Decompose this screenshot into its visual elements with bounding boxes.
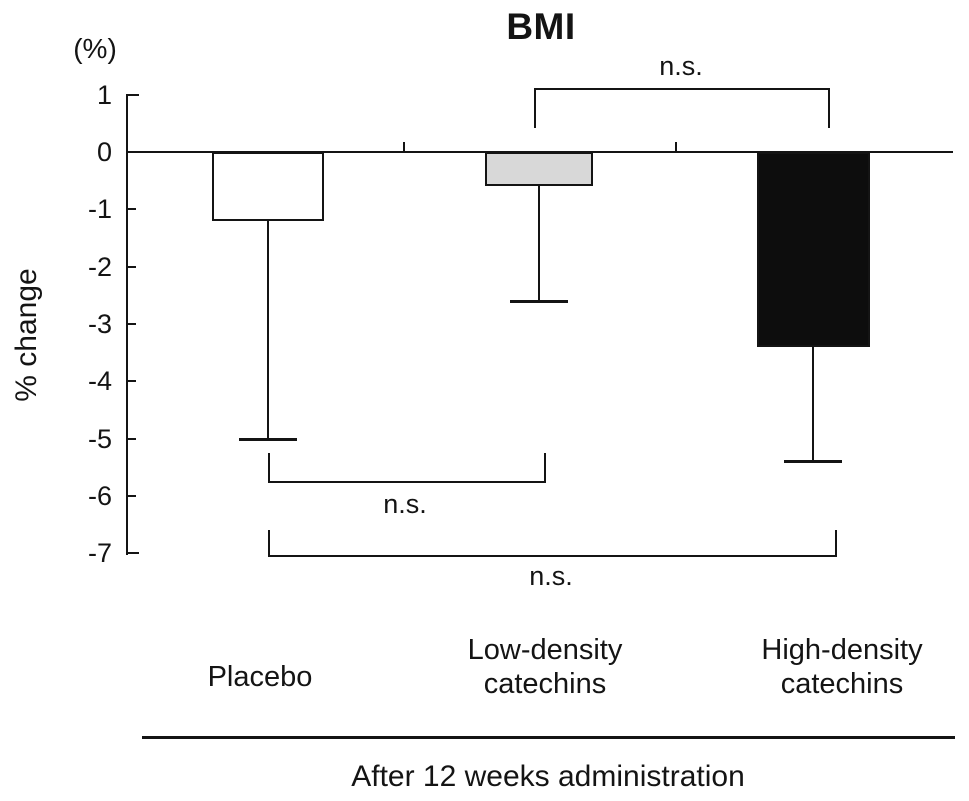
bar-placebo: [212, 152, 324, 221]
y-tick-label: -2: [87, 251, 112, 282]
error-bar-cap-low-density-catechins: [510, 300, 568, 303]
error-bar-stem-placebo: [267, 219, 269, 439]
error-bar-stem-high-density-catechins: [812, 345, 814, 461]
y-tick-label: 0: [96, 137, 112, 167]
error-bar-cap-placebo: [239, 438, 297, 441]
category-group-rule: [142, 736, 955, 739]
category-boundary-tick: [675, 142, 677, 152]
y-tick: [126, 323, 136, 325]
significance-bracket-leg: [828, 89, 830, 128]
error-bar-stem-low-density-catechins: [538, 184, 540, 301]
category-label-placebo: Placebo: [207, 661, 313, 693]
y-axis-title: % change: [10, 268, 43, 402]
y-tick-label: -1: [87, 194, 112, 225]
significance-bracket-leg: [544, 453, 546, 482]
y-tick: [126, 438, 136, 440]
y-tick: [126, 495, 136, 497]
y-tick-label: 1: [96, 79, 112, 110]
chart-title: BMI: [506, 6, 576, 47]
significance-bracket-bar: [268, 555, 837, 557]
y-tick: [126, 552, 139, 554]
bar-high-density-catechins: [757, 152, 870, 347]
y-tick: [126, 380, 136, 382]
significance-bracket-leg: [268, 453, 270, 482]
category-boundary-tick: [403, 142, 405, 152]
y-tick: [126, 94, 139, 96]
error-bar-cap-high-density-catechins: [784, 460, 842, 463]
y-tick: [126, 266, 136, 268]
significance-bracket-leg: [268, 530, 270, 556]
significance-label: n.s.: [659, 51, 703, 81]
significance-bracket-leg: [534, 89, 536, 128]
y-tick: [126, 208, 136, 210]
significance-label: n.s.: [383, 489, 427, 519]
significance-bracket-leg: [835, 530, 837, 556]
y-tick-label: -3: [87, 308, 112, 339]
y-tick-label: -6: [87, 480, 112, 511]
category-label-high-density-catechins: High-density catechins: [761, 634, 923, 700]
y-axis-unit-label: (%): [73, 33, 117, 64]
significance-bracket-bar: [268, 481, 546, 483]
bar-low-density-catechins: [485, 152, 593, 186]
significance-label: n.s.: [529, 561, 573, 591]
y-tick-label: -4: [87, 366, 112, 397]
y-tick-label: -5: [87, 423, 112, 454]
category-label-low-density-catechins: Low-density catechins: [467, 634, 623, 700]
significance-bracket-bar: [534, 88, 830, 90]
x-axis-caption: After 12 weeks administration: [351, 760, 745, 793]
y-tick-label: -7: [87, 538, 112, 569]
